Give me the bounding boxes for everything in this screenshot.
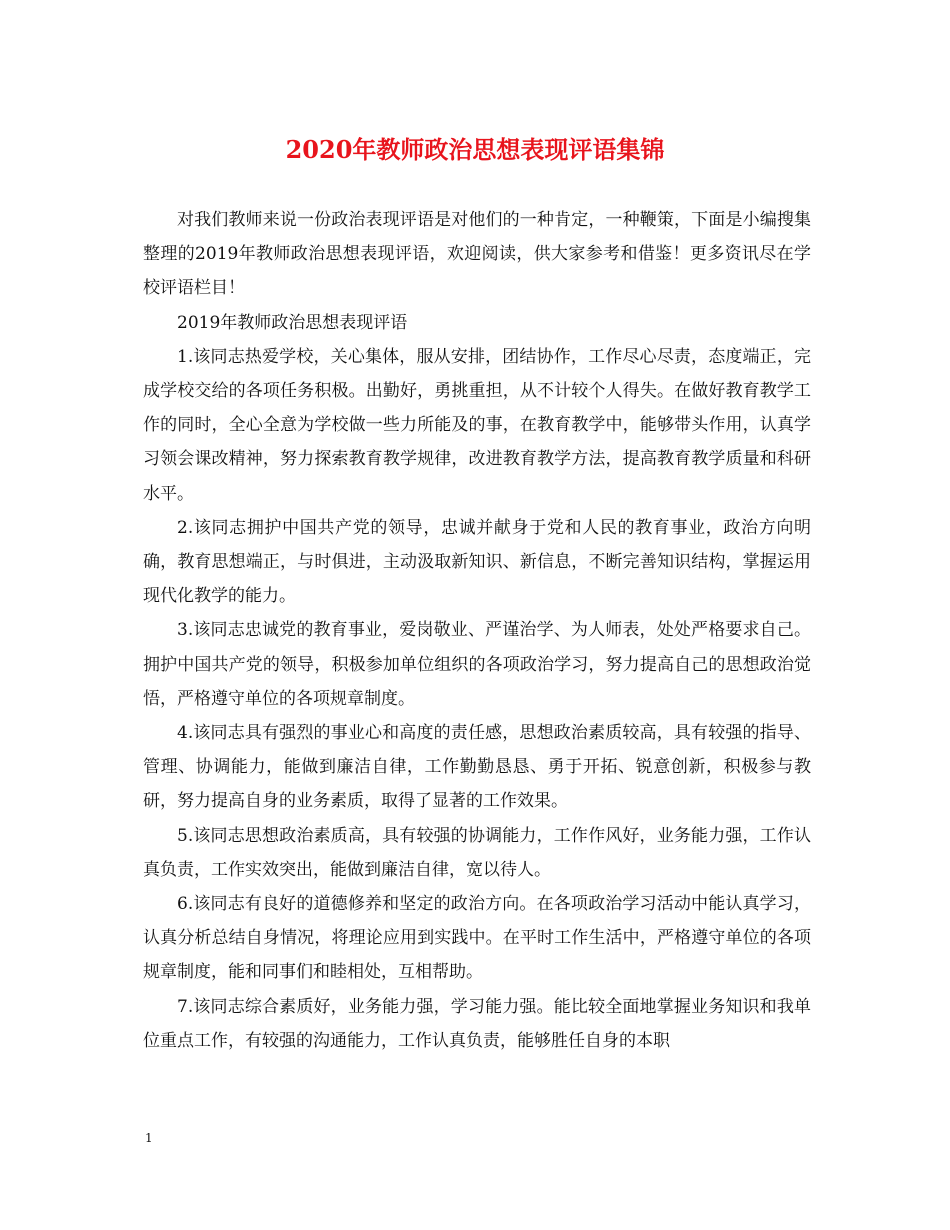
page-title: 2020年教师政治思想表现评语集锦 [285,135,665,164]
comment-paragraph-7: 7.该同志综合素质好，业务能力强，学习能力强。能比较全面地掌握业务知识和我单位重点工作，有较强的沟通能力，工作认真负责，能够胜任自身的本职 [143,996,811,1051]
intro-paragraph: 对我们教师来说一份政治表现评语是对他们的一种肯定，一种鞭策，下面是小编搜集整理的2019年教师政治思想表现评语，欢迎阅读，供大家参考和借鉴！更多资讯尽在学校评语栏目！ [143,210,811,299]
section-heading: 2019年教师政治思想表现评语 [177,312,408,333]
comment-paragraph-2: 2.该同志拥护中国共产党的领导，忠诚并献身于党和人民的教育事业，政治方向明确，教育思想端正，与时俱进，主动汲取新知识、新信息，不断完善知识结构，掌握运用现代化教学的能力。 [143,517,811,607]
page-number: 1 [145,1131,153,1145]
comment-paragraph-1: 1.该同志热爱学校，关心集体，服从安排，团结协作，工作尽心尽责，态度端正，完成学校交给的各项任务积极。出勤好，勇挑重担，从不计较个人得失。在做好教育教学工作的同时，全心全意为学校做一些力所能及的事，在教育教学中，能够带头作用，认真学习领会课改精神，努力探索教育教学规律，改进教育教学方法，提高教育教学质量和科研水平。 [143,346,811,504]
comment-paragraph-6: 6.该同志有良好的道德修养和坚定的政治方向。在各项政治学习活动中能认真学习，认真分析总结自身情况，将理论应用到实践中。在平时工作生活中，严格遵守单位的各项规章制度，能和同事们和睦相处，互相帮助。 [143,894,811,983]
document-body [143,203,811,1058]
comment-paragraph-4: 4.该同志具有强烈的事业心和高度的责任感，思想政治素质较高，具有较强的指导、管理、协调能力，能做到廉洁自律，工作勤勤恳恳、勇于开拓、锐意创新，积极参与教研，努力提高自身的业务素质，取得了显著的工作效果。 [143,723,811,812]
comment-paragraph-3: 3.该同志忠诚党的教育事业，爱岗敬业、严谨治学、为人师表，处处严格要求自己。拥护中国共产党的领导，积极参加单位组织的各项政治学习，努力提高自己的思想政治觉悟，严格遵守单位的各项规章制度。 [143,620,811,709]
comment-paragraph-5: 5.该同志思想政治素质高，具有较强的协调能力，工作作风好，业务能力强，工作认真负责，工作实效突出，能做到廉洁自律，宽以待人。 [143,825,811,880]
